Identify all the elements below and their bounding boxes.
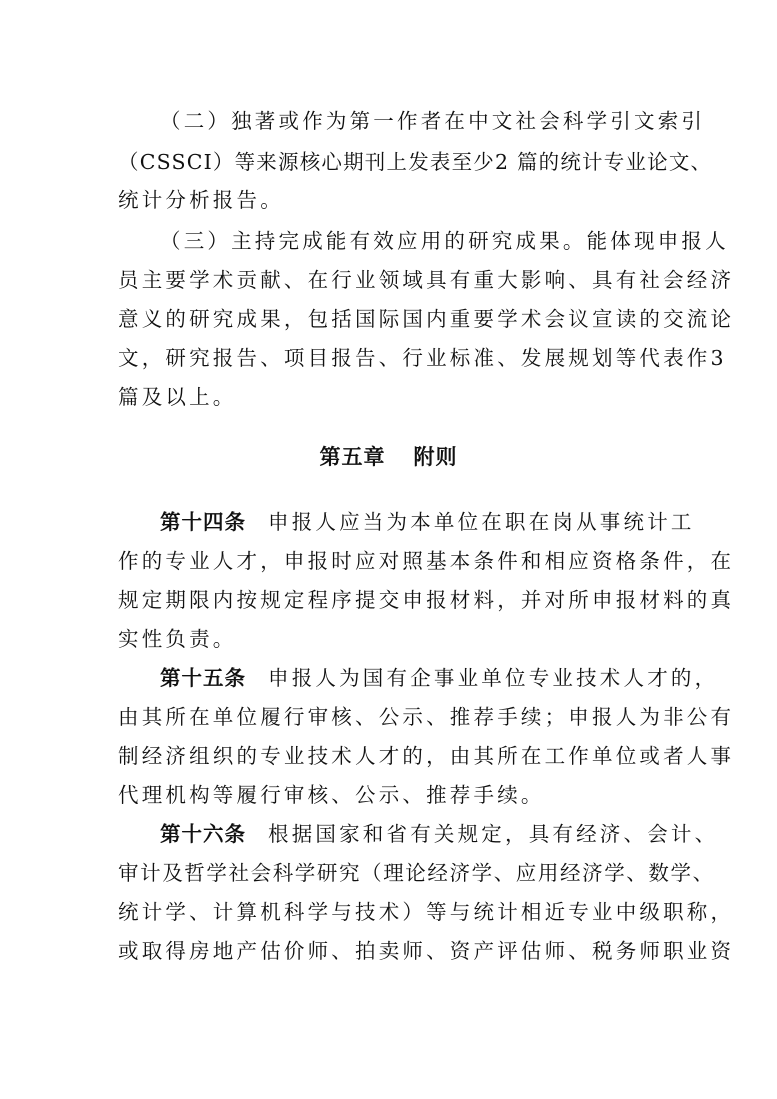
- article-15-line-2: 由其所在单位履行审核、公示、推荐手续；申报人为非公有: [118, 705, 735, 729]
- article-16-label: 第十六条: [160, 822, 246, 846]
- article-14-text: 申报人应当为本单位在职在岗从事统计工: [268, 510, 695, 534]
- paragraph-3-line-2: 员主要学术贡献、在行业领域具有重大影响、具有社会经济: [118, 268, 735, 292]
- article-14-line-3: 规定期限内按规定程序提交申报材料，并对所申报材料的真: [118, 588, 735, 612]
- article-15-label: 第十五条: [160, 666, 246, 690]
- article-16-line-2: 审计及哲学社会科学研究（理论经济学、应用经济学、数学、: [118, 861, 715, 885]
- article-16-text: 根据国家和省有关规定，具有经济、会计、: [268, 822, 719, 846]
- article-14-line-2: 作的专业人才，申报时应对照基本条件和相应资格条件，在: [118, 549, 735, 573]
- paragraph-3-line-3: 意义的研究成果，包括国际国内重要学术会议宣读的交流论: [118, 307, 735, 331]
- article-16-line-3: 统计学、计算机科学与技术）等与统计相近专业中级职称，: [118, 900, 735, 924]
- paragraph-2-line-1: （二）独著或作为第一作者在中文社会科学引文索引: [160, 109, 706, 133]
- article-14-label: 第十四条: [160, 510, 246, 534]
- article-15-line-1: [160, 664, 719, 692]
- paragraph-2-line-2: （CSSCI）等来源核心期刊上发表至少2 篇的统计专业论文、: [118, 150, 713, 174]
- article-16-line-4: 或取得房地产估价师、拍卖师、资产评估师、税务师职业资: [118, 939, 735, 963]
- paragraph-3-line-4: 文，研究报告、项目报告、行业标准、发展规划等代表作3: [118, 346, 727, 370]
- paragraph-3-line-5: 篇及以上。: [118, 385, 237, 409]
- article-15-line-3: 制经济组织的专业技术人才的，由其所在工作单位或者人事: [118, 744, 735, 768]
- article-14-line-1: [160, 508, 695, 536]
- chapter-number: 第五章: [319, 444, 386, 469]
- article-15-line-4: 代理机构等履行审核、公示、推荐手续。: [118, 783, 545, 807]
- chapter-title: 附则: [413, 444, 458, 469]
- article-14-line-4: 实性负责。: [118, 627, 237, 651]
- article-15-text: 申报人为国有企事业单位专业技术人才的，: [268, 666, 719, 690]
- article-16-line-1: [160, 820, 719, 848]
- paragraph-3-line-1: （三）主持完成能有效应用的研究成果。能体现申报人: [160, 229, 729, 253]
- chapter-heading: [0, 443, 777, 471]
- paragraph-2-line-3: 统计分析报告。: [118, 188, 284, 212]
